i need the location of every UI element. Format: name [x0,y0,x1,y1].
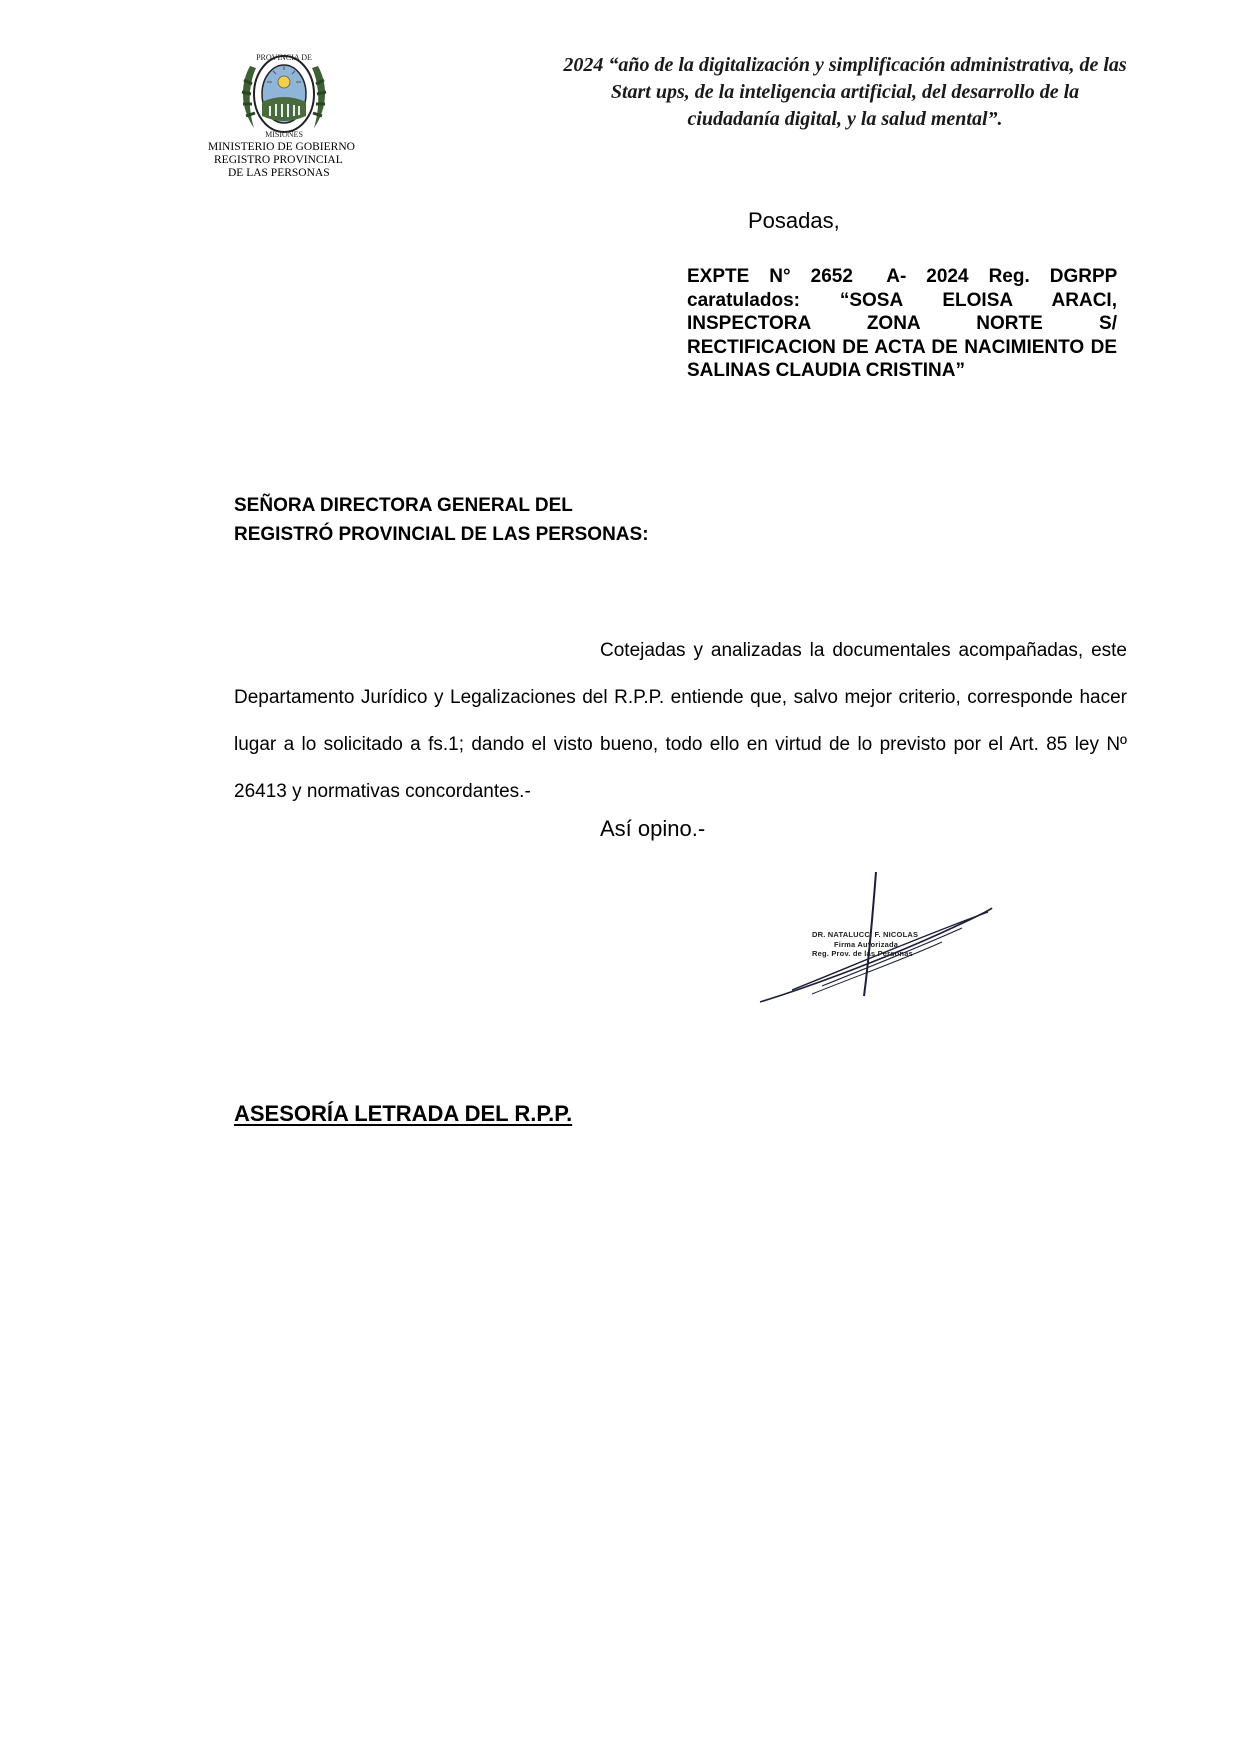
stamp-office: Reg. Prov. de las Personas [812,949,913,958]
addressee [234,491,649,549]
department-heading: ASESORÍA LETRADA DEL R.P.P. [234,1101,573,1126]
stamp-role: Firma Autorizada [834,939,899,949]
case-registry: A- 2024 Reg. DGRPP [886,266,1117,287]
addressee-line-1: SEÑORA DIRECTORA GENERAL DEL [234,495,573,516]
place-date: Posadas, [748,208,840,233]
ministry-line-3: DE LAS PERSONAS [228,167,330,179]
crest-bottom-text: MISIONES [265,130,303,139]
case-reference [687,265,1117,383]
closing-statement: Así opino.- [600,816,706,841]
motto-line-2: Start ups, de la inteligencia artificial, del desarrollo de la [610,81,1080,103]
opinion-text: Cotejadas y analizadas la documentales acompañadas, este Departamento Jurídico y Legalizaciones del R.P.P. entiende que, salvo mejor criterio, corresponde hacer lugar a lo solicitado a fs.1; dando el visto bueno, todo ello en virtud de lo previsto por el Art. 85 ley Nº 26413 y normativas concordantes.- [234,640,1127,802]
addressee-line-2: REGISTRÓ PROVINCIAL DE LAS PERSONAS: [234,524,649,545]
case-number: EXPTE N° 2652 [687,266,853,287]
ministry-heading [206,141,386,180]
ministry-line-2: REGISTRO PROVINCIAL [214,154,343,166]
province-crest-logo [236,46,332,144]
opinion-paragraph [234,627,1127,815]
crest-top-text: PROVINCIA DE [256,53,312,62]
case-caption: caratulados: “SOSA ELOISA ARACI, INSPECTORA ZONA NORTE S/ RECTIFICACION DE ACTA DE NACIMIENTO DE SALINAS CLAUDIA CRISTINA” [687,289,1117,381]
stamp-name: DR. NATALUCCI F. NICOLAS [812,930,919,939]
year-motto [500,52,1190,133]
ministry-line-1: MINISTERIO DE GOBIERNO [208,141,355,153]
signature-stamp [812,930,918,959]
motto-line-1: 2024 “año de la digitalización y simplificación administrativa, de las [563,54,1127,76]
motto-line-3: ciudadanía digital, y la salud mental”. [687,108,1003,130]
